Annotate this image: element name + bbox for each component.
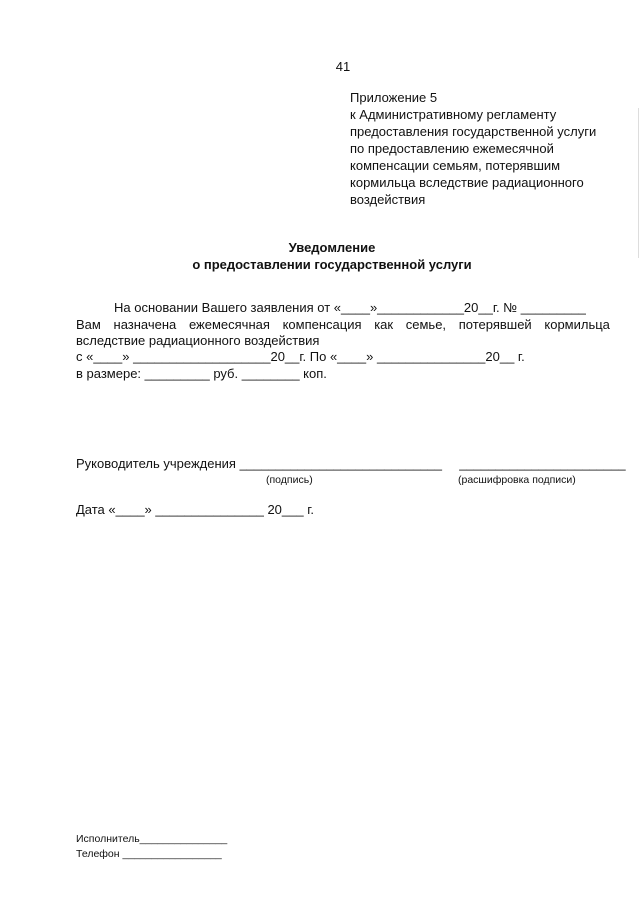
date-line: Дата «____» _______________ 20___ г. [76, 502, 314, 517]
signature-decode-caption: (расшифровка подписи) [458, 474, 576, 486]
body-line-assigned [76, 317, 610, 333]
appendix-line: к Административному регламенту [350, 107, 557, 122]
word: назначена [113, 317, 177, 332]
appendix-line: по предоставлению ежемесячной [350, 141, 554, 156]
page-number: 41 [335, 59, 351, 74]
title-line: Уведомление [288, 240, 376, 255]
signature-decode-line: _______________________ [459, 456, 626, 471]
signature-row [76, 456, 626, 472]
word: семье, [405, 317, 447, 332]
word: Вам [76, 317, 101, 332]
word: как [374, 317, 394, 332]
footer-phone: Телефон _________________ [76, 848, 222, 860]
appendix-line: компенсации семьям, потерявшим [350, 158, 561, 173]
signature-line: ____________________________ [239, 456, 443, 471]
body-line-period: с «____» ___________________20__г. По «____» _______________20__ г. [76, 349, 525, 364]
appendix-line: кормильца вследствие радиационного [350, 175, 584, 190]
body-line-amount: в размере: _________ руб. ________ коп. [76, 366, 327, 381]
body-line-application: На основании Вашего заявления от «____»____________20__г. № _________ [114, 300, 586, 315]
footer-executor: Исполнитель_______________ [76, 833, 228, 845]
word: потерявшей [458, 317, 532, 332]
document-title [0, 239, 640, 273]
appendix-line: Приложение 5 [350, 90, 438, 105]
word: ежемесячная [188, 317, 270, 332]
word: кормильца [544, 317, 610, 332]
word: компенсация [282, 317, 362, 332]
appendix-line: предоставления государственной услуги [350, 124, 597, 139]
signature-caption: (подпись) [266, 474, 313, 486]
body-line-reason: вследствие радиационного воздействия [76, 333, 320, 348]
appendix-header [350, 89, 620, 208]
signature-label: Руководитель учреждения [76, 456, 236, 471]
appendix-line: воздействия [350, 192, 426, 207]
subtitle-line: о предоставлении государственной услуги [192, 257, 472, 272]
scan-edge-line [638, 108, 639, 258]
